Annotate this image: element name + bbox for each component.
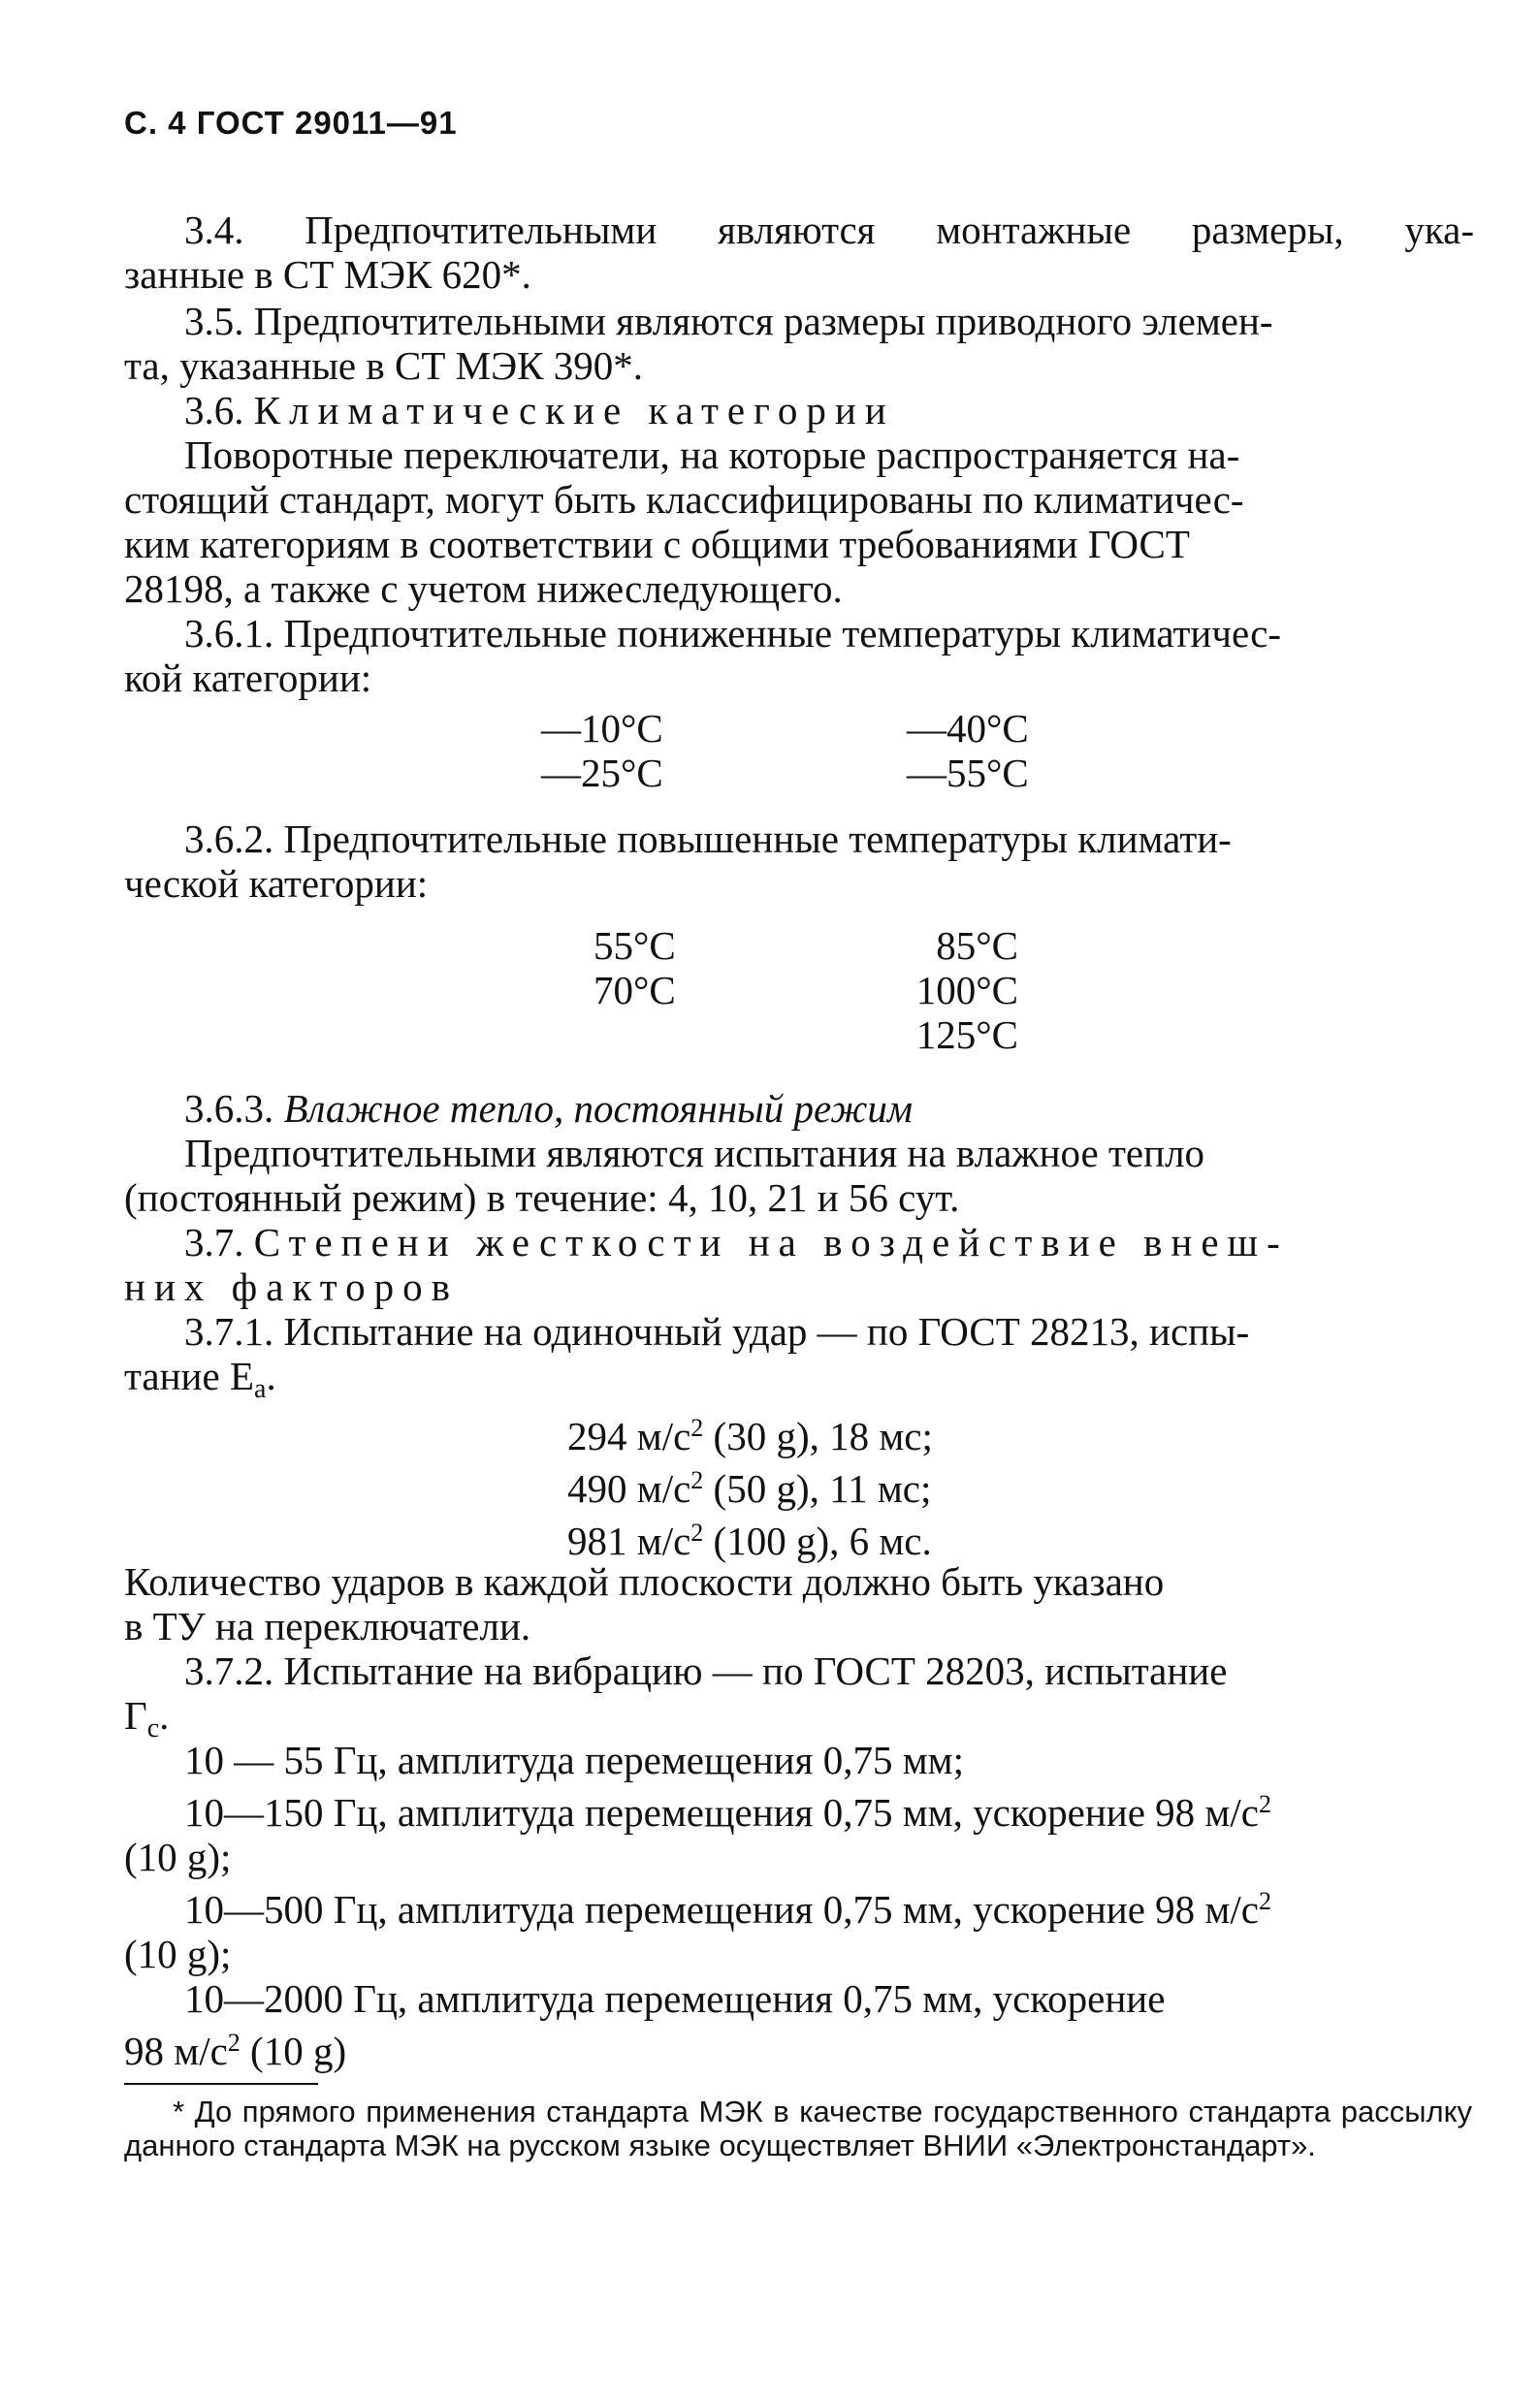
vibration-1: 10 — 55 Гц, амплитуда перемещения 0,75 мм; (184, 1738, 965, 1782)
section-3-6-number: 3.6. (184, 388, 244, 432)
section-3-6-2 (124, 816, 1474, 906)
shock-value-3: 981 $м/с^2$ (100 g), 6 мс. (567, 1519, 932, 1563)
high-temp-4: 100°C (915, 968, 1018, 1012)
low-temps-col-2 (907, 706, 1029, 795)
high-temp-3: 85°C (936, 923, 1018, 968)
section-3-6-line-1: Поворотные переключатели, на которые распространяется на- (184, 432, 1240, 477)
high-temps-col-2 (907, 923, 1018, 1057)
section-3-7-2-line-2: Г (124, 1693, 147, 1738)
vibration-list (124, 1738, 1474, 2073)
section-3-4 (124, 208, 1474, 297)
section-3-6-2-line-2: ческой категории: (124, 861, 429, 906)
vibration-2: 10—150 Гц, амплитуда перемещения 0,75 мм, ускорение 98 $м/с^2$ (184, 1790, 1271, 1835)
shock-value-2: 490 $м/с^2$ (50 g), 11 мс; (567, 1466, 932, 1511)
section-3-5 (124, 299, 1474, 388)
section-3-7-title-line-2: них факторов (124, 1264, 460, 1309)
section-3-6-3-body (124, 1131, 1474, 1220)
low-temps-col-1 (541, 706, 663, 795)
high-temps-col-1 (594, 923, 676, 1012)
section-3-6-3-title: Влажное тепло, постоянный режим (283, 1086, 914, 1131)
section-3-7-2-subscript: с (146, 1713, 160, 1744)
vibration-2-cont: (10 g); (124, 1835, 232, 1879)
section-3-6-3-line-2: (постоянный режим) в течение: 4, 10, 21 и 56 сут. (124, 1175, 960, 1220)
vibration-3-cont: (10 g); (124, 1932, 232, 1976)
page-header: С. 4 ГОСТ 29011—91 (124, 105, 458, 141)
shock-note (124, 1559, 1474, 1648)
low-temp-2: —25°C (541, 751, 663, 795)
section-3-7-1-line-1: 3.7.1. Испытание на одиночный удар — по ГОСТ 28213, испы- (184, 1309, 1250, 1354)
high-temp-1: 55°C (594, 923, 676, 968)
section-3-7-1-subscript: a (254, 1374, 267, 1404)
section-3-7-title-line-1: Степени жесткости на воздействие внеш- (253, 1220, 1289, 1264)
shock-note-line-2: в ТУ на переключатели. (124, 1604, 531, 1648)
section-3-7-number: 3.7. (184, 1220, 244, 1264)
section-3-7-heading (124, 1220, 1474, 1309)
vibration-3: 10—500 Гц, амплитуда перемещения 0,75 мм, ускорение 98 $м/с^2$ (184, 1887, 1271, 1932)
section-3-5-line-1: 3.5. Предпочтительными являются размеры приводного элемен- (184, 299, 1273, 343)
section-3-7-2-period: . (159, 1693, 170, 1738)
vibration-4-cont: 98 $м/с^2$ (10 g) (124, 2029, 347, 2073)
shock-note-line-1: Количество ударов в каждой плоскости должно быть указано (124, 1559, 1165, 1604)
section-3-4-line-1: 3.4. Предпочтительными являются монтажные размеры, ука- (184, 208, 1474, 252)
section-3-6-heading (184, 388, 1474, 432)
section-3-6-3-number: 3.6.3. (184, 1086, 274, 1131)
section-3-6-line-4: 28198, а также с учетом нижеследующего. (124, 566, 843, 611)
section-3-7-1-period: . (266, 1354, 276, 1398)
section-3-7-2-line-1: 3.7.2. Испытание на вибрацию — по ГОСТ 28203, испытание (184, 1648, 1228, 1693)
low-temp-3: —40°C (907, 706, 1029, 751)
shock-value-1: 294 $м/с^2$ (30 g), 18 мс; (567, 1414, 933, 1458)
high-temp-5: 125°C (915, 1012, 1018, 1057)
shock-values (567, 1406, 933, 1563)
section-3-7-1-line-2: тание E (124, 1354, 254, 1398)
section-3-6-2-line-1: 3.6.2. Предпочтительные повышенные температуры климати- (184, 816, 1232, 861)
section-3-5-line-2: та, указанные в СТ МЭК 390*. (124, 343, 644, 388)
section-3-6-1-line-2: кой категории: (124, 656, 372, 700)
section-3-6-1 (124, 611, 1474, 700)
section-3-7-2 (124, 1648, 1474, 1751)
section-3-4-line-2: занные в СТ МЭК 620*. (124, 252, 531, 297)
low-temp-1: —10°C (541, 706, 663, 751)
section-3-6-line-3: ким категориям в соответствии с общими требованиями ГОСТ (124, 522, 1190, 566)
section-3-6-3-heading (184, 1086, 1474, 1131)
low-temp-4: —55°C (907, 751, 1029, 795)
high-temp-2: 70°C (594, 968, 676, 1012)
vibration-4: 10—2000 Гц, амплитуда перемещения 0,75 мм, ускорение (184, 1976, 1166, 2021)
section-3-6-body (124, 432, 1474, 611)
section-3-6-1-line-1: 3.6.1. Предпочтительные пониженные температуры климатичес- (184, 611, 1282, 656)
section-3-6-line-2: стоящий стандарт, могут быть классифицированы по климатичес- (124, 477, 1244, 522)
section-3-6-3-line-1: Предпочтительными являются испытания на влажное тепло (184, 1131, 1205, 1175)
section-3-6-title: Климатические категории (253, 388, 895, 432)
footnote-rule (124, 2083, 318, 2085)
footnote: * До прямого применения стандарта МЭК в качестве государственного стандарта рассылку данного стандарта МЭК на русском языке осуществляет ВНИИ «Электронстандарт». (124, 2095, 1472, 2162)
section-3-7-1 (124, 1309, 1474, 1412)
